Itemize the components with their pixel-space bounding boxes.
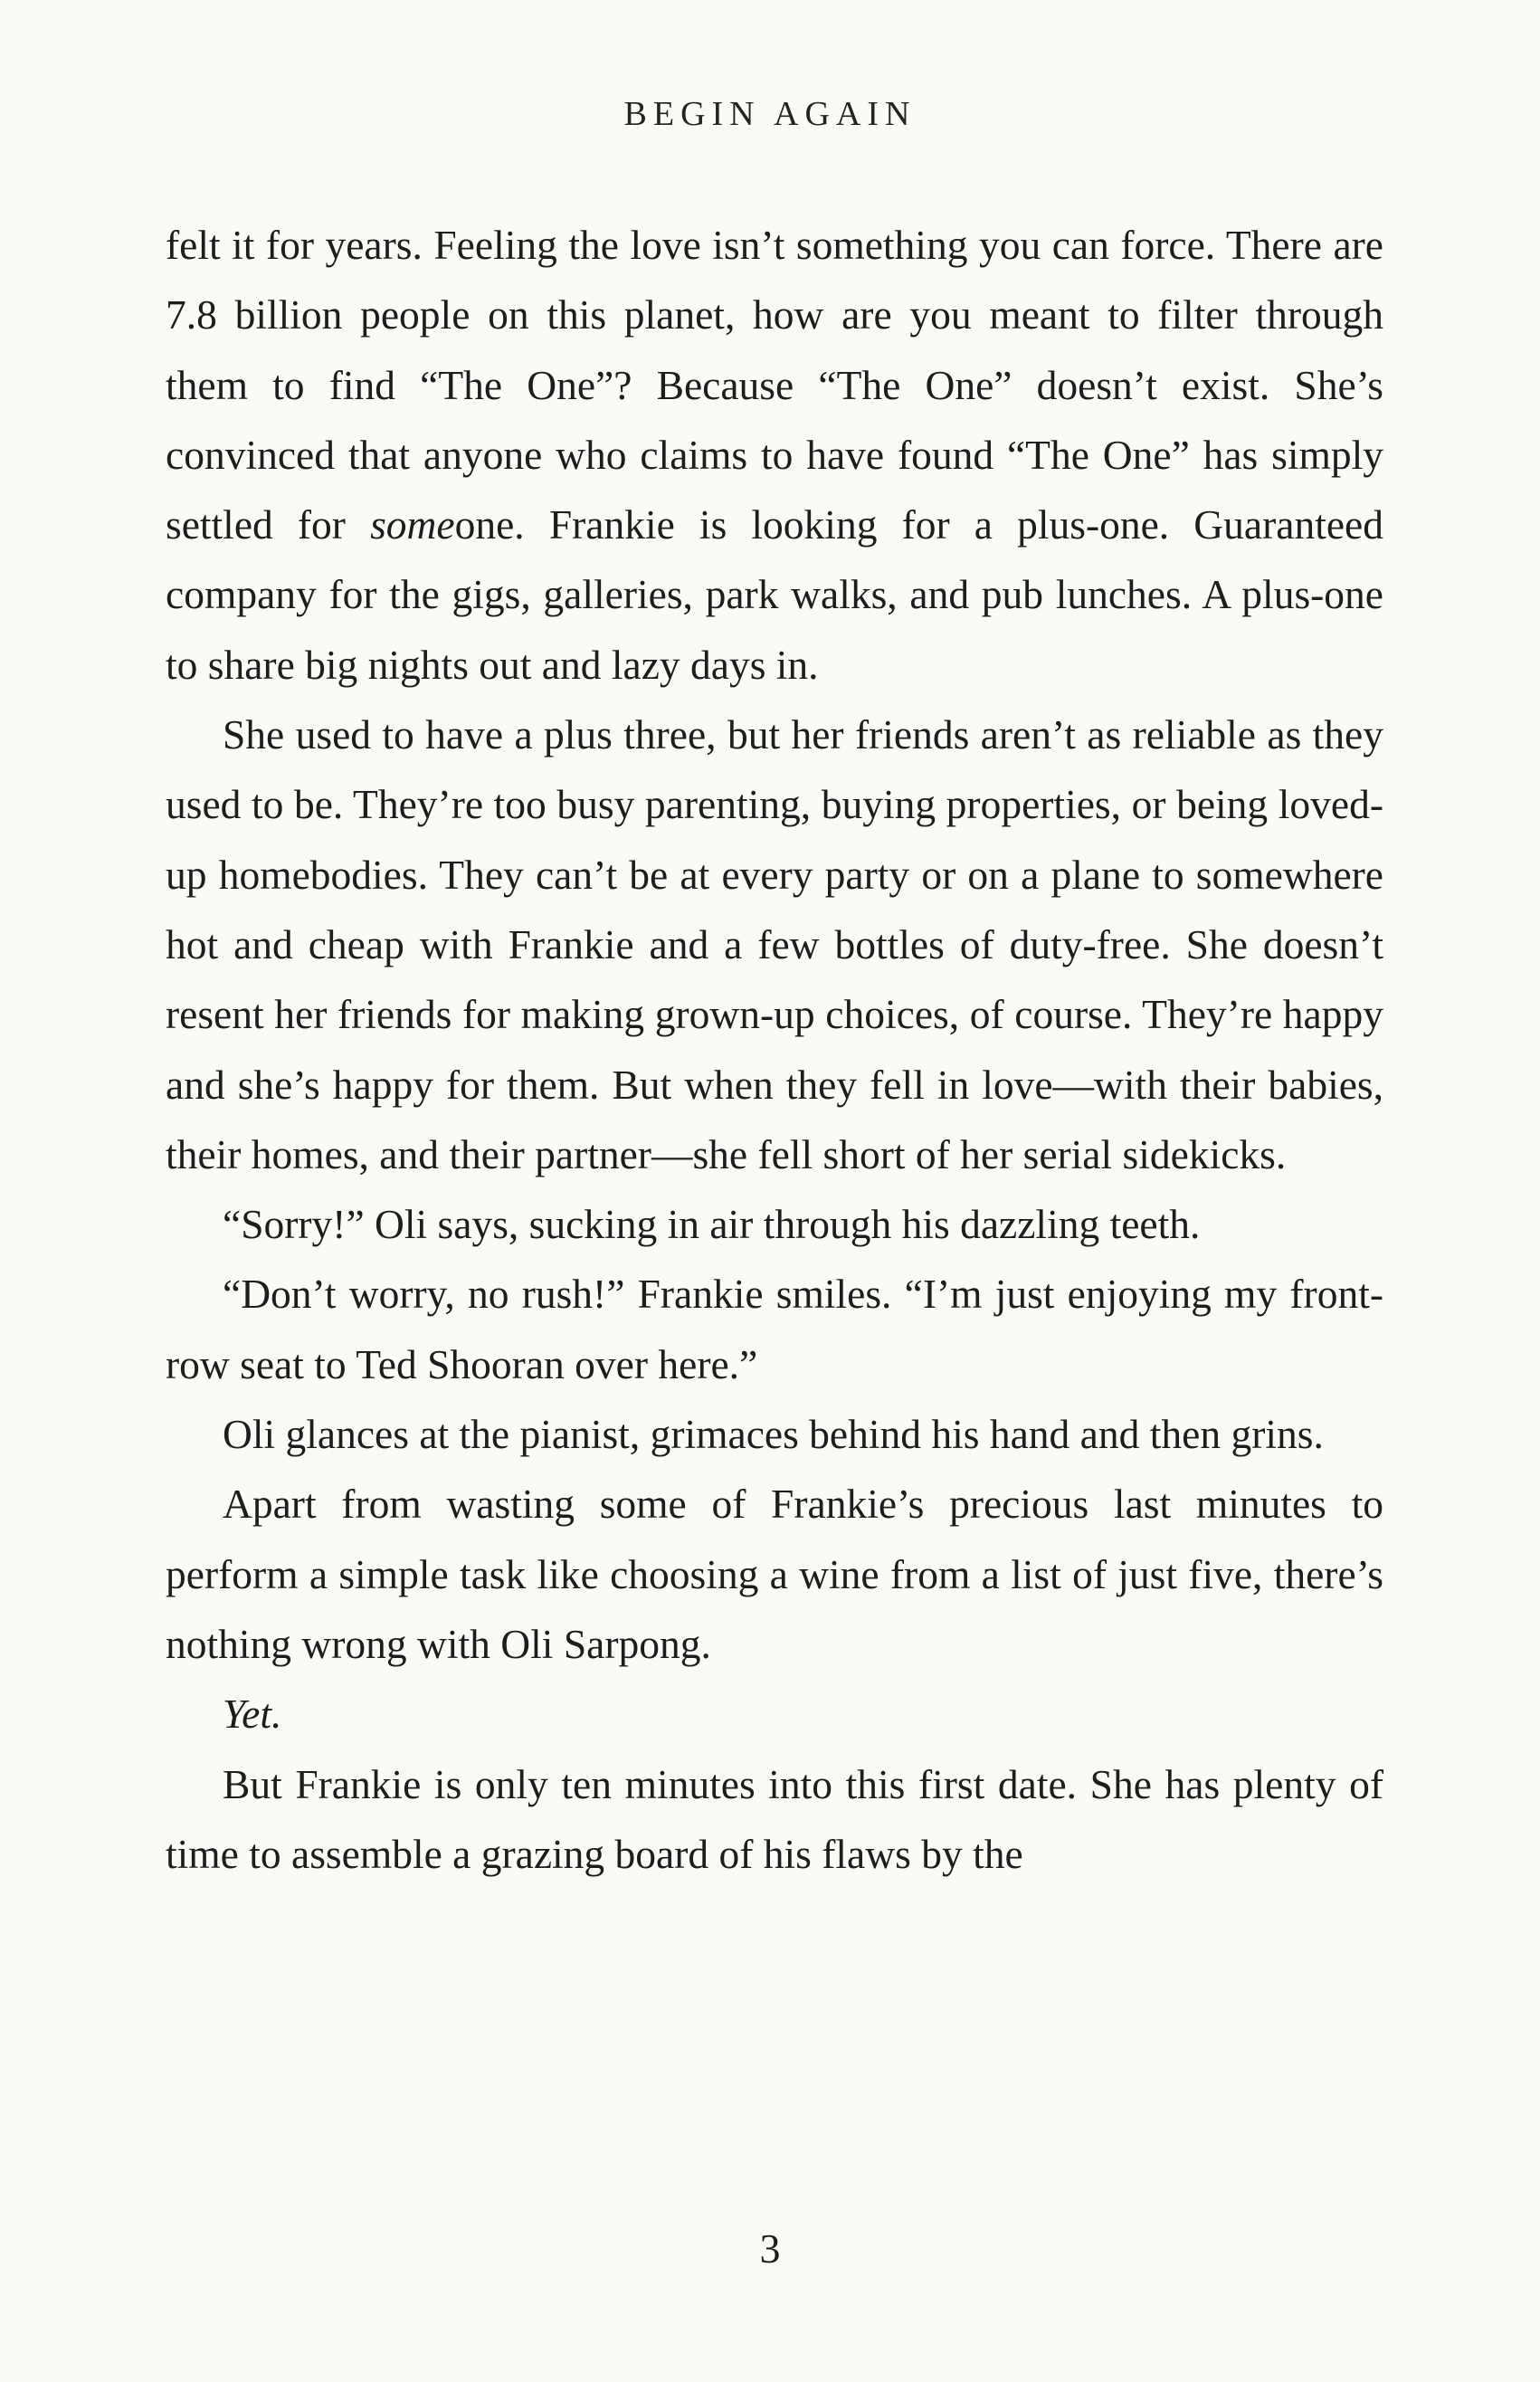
- paragraph-1: [166, 210, 1383, 700]
- body-text: [166, 210, 1383, 1889]
- paragraph-1-emphasis: some: [370, 501, 455, 548]
- paragraph-1-text-continued: one. Frankie is looking for a plus-one. Guaranteed company for the gigs, galleries, park walks, and pub lunches. A plus-one to share big nights out and lazy days in.: [166, 501, 1383, 688]
- paragraph-6: Apart from wasting some of Frankie’s precious last minutes to perform a simple task like choosing a wine from a list of just five, there’s nothing wrong with Oli Sarpong.: [166, 1481, 1383, 1667]
- paragraph-5: Oli glances at the pianist, grimaces behind his hand and then grins.: [223, 1411, 1324, 1458]
- paragraph-8: But Frankie is only ten minutes into this first date. She has plenty of time to assemble a grazing board of his flaws by the: [166, 1760, 1383, 1877]
- paragraph-4: “Don’t worry, no rush!” Frankie smiles. “I’m just enjoying my front-row seat to Ted Shooran over here.”: [166, 1271, 1383, 1387]
- paragraph-3: “Sorry!” Oli says, sucking in air through his dazzling teeth.: [223, 1201, 1201, 1248]
- paragraph-1-text: felt it for years. Feeling the love isn’t something you can force. There are 7.8 billion people on this planet, how are you meant to filter through them to find “The One”? Because “The One” doesn’t exist. She’s convinced that anyone who claims to have found “The One” has simply settled for: [166, 222, 1383, 548]
- paragraph-7: [166, 1679, 1383, 1748]
- page-number: 3: [759, 2225, 781, 2272]
- paragraph-2: She used to have a plus three, but her friends aren’t as reliable as they used to be. They’re too busy parenting, buying properties, or being loved-up homebodies. They can’t be at every party or on a plane to somewhere hot and cheap with Frankie and a few bottles of duty-free. She doesn’t resent her friends for making grown-up choices, of course. They’re happy and she’s happy for them. But when they fell in love—with their babies, their homes, and their partner—she fell short of her serial sidekicks.: [166, 711, 1383, 1177]
- running-head: BEGIN AGAIN: [623, 95, 917, 133]
- paragraph-7-emphasis: Yet.: [223, 1691, 282, 1738]
